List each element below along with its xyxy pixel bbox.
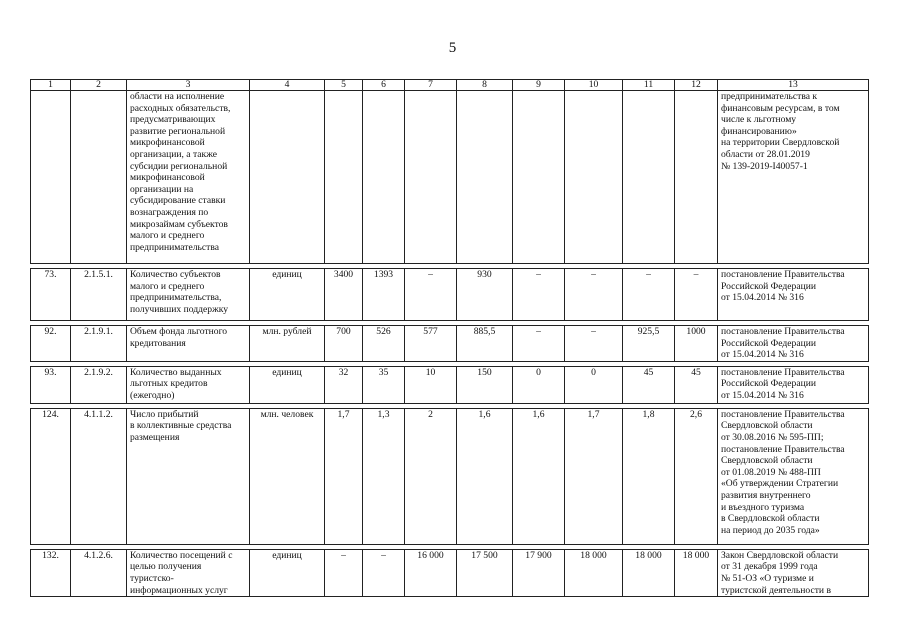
value-cell: 32	[325, 366, 363, 403]
table-cell	[363, 91, 405, 264]
header-cell: 11	[623, 80, 675, 91]
value-cell: 1,7	[565, 408, 623, 544]
value-cell: 2,6	[675, 408, 718, 544]
table-row	[31, 269, 869, 321]
row-number-cell: 93.	[31, 366, 71, 403]
row-number-cell: 132.	[31, 549, 71, 596]
table-cell	[565, 91, 623, 264]
code-cell: 2.1.9.2.	[71, 366, 127, 403]
code-cell: 2.1.9.1.	[71, 326, 127, 362]
source-document-cell: постановление Правительства Российской Федерации от 15.04.2014 № 316	[718, 326, 869, 362]
indicator-name-cell: Количество посещений с целью получения туристско- информационных услуг	[127, 549, 250, 596]
unit-cell: единиц	[250, 269, 325, 321]
value-cell: 3400	[325, 269, 363, 321]
value-cell: 1,3	[363, 408, 405, 544]
indicator-name-cell: области на исполнение расходных обязательств, предусматривающих развитие региональной микрофинансовой организации, а также субсидии региональной микрофинансовой организации на субсидирование ставки вознаграждения по микрозаймам субъектов малого и среднего предпринимательства	[127, 91, 250, 264]
table-cell	[675, 91, 718, 264]
source-document-cell: предпринимательства к финансовым ресурсам, в том числе к льготному финансированию» на территории Свердловской области от 28.01.2019 № 139-2019-I40057-1	[718, 91, 869, 264]
table-cell	[71, 91, 127, 264]
table-row	[31, 549, 869, 596]
value-cell: 1393	[363, 269, 405, 321]
indicator-name-cell: Число прибытий в коллективные средства размещения	[127, 408, 250, 544]
value-cell: –	[565, 326, 623, 362]
value-cell: 18 000	[623, 549, 675, 596]
header-cell: 4	[250, 80, 325, 91]
table-cell	[513, 91, 565, 264]
source-document-cell: постановление Правительства Свердловской области от 30.08.2016 № 595-ПП; постановление Правительства Свердловской области от 01.08.2019 № 488-ПП «Об утверждении Стратегии развития внутреннего и въездного туризма в Свердловской области на период до 2035 года»	[718, 408, 869, 544]
value-cell: 16 000	[405, 549, 457, 596]
value-cell: 45	[675, 366, 718, 403]
unit-cell: единиц	[250, 549, 325, 596]
value-cell: –	[513, 269, 565, 321]
table-cell	[457, 91, 513, 264]
code-cell: 4.1.1.2.	[71, 408, 127, 544]
header-cell: 7	[405, 80, 457, 91]
value-cell: 925,5	[623, 326, 675, 362]
code-cell: 4.1.2.6.	[71, 549, 127, 596]
value-cell: –	[405, 269, 457, 321]
header-cell: 6	[363, 80, 405, 91]
header-cell: 10	[565, 80, 623, 91]
indicator-name-cell: Объем фонда льготного кредитования	[127, 326, 250, 362]
value-cell: 700	[325, 326, 363, 362]
value-cell: 930	[457, 269, 513, 321]
value-cell: 1,8	[623, 408, 675, 544]
row-number-cell: 124.	[31, 408, 71, 544]
value-cell: 577	[405, 326, 457, 362]
header-cell: 8	[457, 80, 513, 91]
table-cell	[405, 91, 457, 264]
page-number: 5	[448, 40, 457, 56]
value-cell: 45	[623, 366, 675, 403]
value-cell: –	[513, 326, 565, 362]
row-number-cell: 92.	[31, 326, 71, 362]
table-cell	[623, 91, 675, 264]
value-cell: 17 900	[513, 549, 565, 596]
value-cell: 18 000	[565, 549, 623, 596]
value-cell: 885,5	[457, 326, 513, 362]
value-cell: –	[623, 269, 675, 321]
value-cell: 1,6	[513, 408, 565, 544]
table-cell	[31, 91, 71, 264]
header-cell: 9	[513, 80, 565, 91]
header-cell: 5	[325, 80, 363, 91]
value-cell: 35	[363, 366, 405, 403]
value-cell: 150	[457, 366, 513, 403]
source-document-cell: постановление Правительства Российской Федерации от 15.04.2014 № 316	[718, 269, 869, 321]
value-cell: –	[363, 549, 405, 596]
table-row	[31, 408, 869, 544]
row-number-cell: 73.	[31, 269, 71, 321]
unit-cell: единиц	[250, 366, 325, 403]
value-cell: 10	[405, 366, 457, 403]
indicators-table	[30, 79, 869, 597]
value-cell: 1,7	[325, 408, 363, 544]
value-cell: 0	[565, 366, 623, 403]
value-cell: 2	[405, 408, 457, 544]
header-cell: 13	[718, 80, 869, 91]
value-cell: –	[565, 269, 623, 321]
unit-cell: млн. человек	[250, 408, 325, 544]
table-row	[31, 326, 869, 362]
value-cell: 18 000	[675, 549, 718, 596]
indicator-name-cell: Количество выданных льготных кредитов (ежегодно)	[127, 366, 250, 403]
header-cell: 12	[675, 80, 718, 91]
table-cell	[250, 91, 325, 264]
value-cell: 0	[513, 366, 565, 403]
header-cell: 3	[127, 80, 250, 91]
header-cell: 2	[71, 80, 127, 91]
table-row-continuation	[31, 91, 869, 264]
value-cell: 17 500	[457, 549, 513, 596]
value-cell: 1000	[675, 326, 718, 362]
source-document-cell: Закон Свердловской области от 31 декабря 1999 года № 51-ОЗ «О туризме и туристской деятельности в	[718, 549, 869, 596]
source-document-cell: постановление Правительства Российской Федерации от 15.04.2014 № 316	[718, 366, 869, 403]
indicator-name-cell: Количество субъектов малого и среднего предпринимательства, получивших поддержку	[127, 269, 250, 321]
table-header-row	[31, 80, 869, 91]
value-cell: 1,6	[457, 408, 513, 544]
value-cell: –	[675, 269, 718, 321]
value-cell: –	[325, 549, 363, 596]
unit-cell: млн. рублей	[250, 326, 325, 362]
table-cell	[325, 91, 363, 264]
header-cell: 1	[31, 80, 71, 91]
value-cell: 526	[363, 326, 405, 362]
table-row	[31, 366, 869, 403]
code-cell: 2.1.5.1.	[71, 269, 127, 321]
